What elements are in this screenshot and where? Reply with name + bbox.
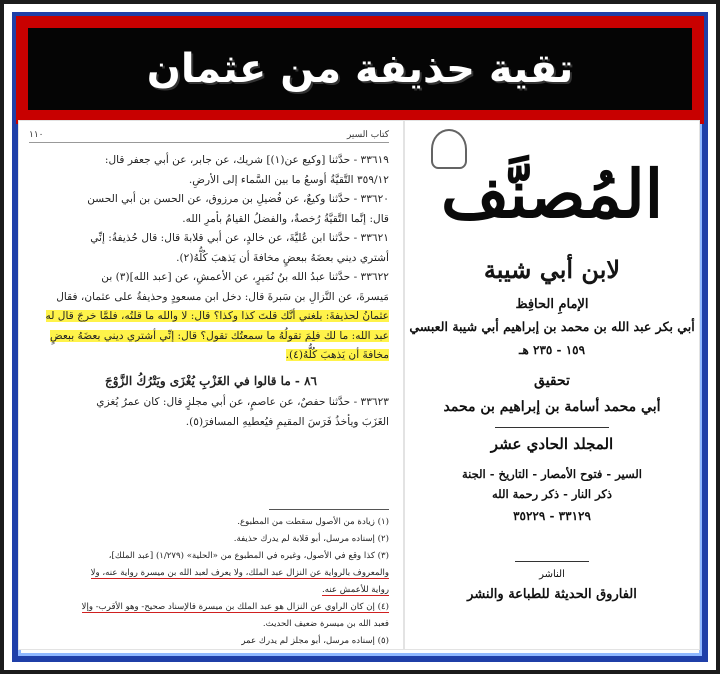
editor-name: أبي محمد أسامة بن إبراهيم بن محمد [443, 399, 661, 415]
hadith-range: ٣٣١٢٩ - ٣٥٢٢٩ [513, 509, 591, 523]
book-cover-page [404, 120, 700, 650]
volume-contents: السير - فتوح الأمصار - التاريخ - الجنة [461, 467, 642, 481]
footnote: (٣) كذا وقع في الأصول، وغيره في المطبوع من «الحلية» (١/٢٧٩) [عبد الملك]، [108, 551, 389, 561]
footnote-separator [269, 509, 389, 510]
page-body [33, 151, 389, 432]
publisher-name: الفاروق الحديثة للطباعة والنشر [467, 587, 637, 602]
footnote: (٥) إسناده مرسل، أبو مجلز لم يدرك عمر [241, 636, 389, 646]
divider [515, 561, 589, 562]
volume-contents: ذكر النار - ذكر رحمة الله [491, 487, 613, 501]
text-line: قال: إنَّما التَّقيَّةُ رُخصةٌ، والفضلُ القيامُ بأمرِ الله. [182, 212, 389, 225]
footnote: فعبد الله بن ميسرة ضعيف الحديث. [262, 619, 389, 629]
highlighted-line: مخافةَ أن يَذهبَ كُلُّهُ(٤). [285, 349, 389, 361]
section-heading: ٨٦ - ما قالوا في الغَزْبِ يُغْزَى ويَتْرُكُ الزَّوْجَ [105, 373, 317, 388]
text-line: ٣٣٦٢٠ - حدَّثنا وكيعٌ، عن فُضيلِ بن مرزوق، عن الحسن بن أبي الحسن [87, 193, 389, 205]
book-author: لابن أبي شيبة [483, 255, 621, 284]
imam-label: الإمامِ الحافِظ [515, 297, 589, 312]
footnotes [33, 509, 389, 650]
footnote: (١) زيادة من الأصول سقطت من المطبوع. [237, 517, 389, 527]
footnote: (٢) إسناده مرسل، أبو قلابة لم يدرك حذيفة. [233, 534, 389, 544]
page-header [29, 127, 389, 143]
book-title: المُصنَّف [440, 155, 664, 233]
highlighted-line: عثمانُ لحذيفةَ: بلغني أنَّك قلتَ كذا وكذا؟ قال: لا والله ما قلتُه، فلمَّا خرجَ قال له [45, 310, 389, 322]
tahqiq-label: تحقيق [534, 373, 570, 389]
text-line: ٣٥٩/١٢ التَّقيَّةُ أوسعُ ما بين السَّماء إلى الأرضِ. [188, 173, 389, 186]
divider [495, 427, 609, 428]
text-line: الغَزَبَ ويأخذُ فَرَسَ المقيمِ فيُعطيهِ المسافرَ(٥). [185, 415, 389, 428]
title-banner [16, 16, 704, 124]
text-line: أشتري ديني بعضَهُ ببعضٍ مخافةَ أن يَذهبَ كُلُّهُ(٢). [176, 251, 389, 264]
author-full-name: أبي بكر عبد الله بن محمد بن إبراهيم أبي شيبة العبسي [409, 319, 695, 334]
text-line: ٣٣٦٢٢ - حدَّثنا عبدُ الله بنُ نُمَيرٍ، عن الأعمشِ، عن [عبد الله](٣) بن [101, 271, 389, 283]
volume-label: المجلد الحادي عشر [490, 435, 614, 453]
footnote: رواية للأعمش عنه. [321, 585, 389, 595]
text-line: ٣٣٦٢١ - حدَّثنا ابن عُليَّةَ، عن خالدٍ، عن أبي قلابةَ قال: قال حُذيفةُ: إنِّي [90, 232, 389, 244]
footnote: (٤) إن كان الراوي عن النزال هو عبد الملك بن ميسرة فالإسناد صحيح- وهو الأقرب- وإلا [81, 602, 389, 612]
banner-title: تقية حذيفة من عثمان [146, 46, 574, 92]
chapter-name: كتاب السير [346, 129, 389, 140]
text-line: مَيسرةَ، عن النَّزالِ بن سَبرةَ قال: دخل ابن مسعودٍ وحذيفةُ على عثمان، فقال [56, 290, 389, 303]
author-dates: ١٥٩ - ٢٣٥ هـ [518, 343, 586, 357]
page-number: ١١٠ [29, 129, 44, 140]
publisher-label: الناشر [539, 569, 565, 580]
scanned-text-page [18, 120, 404, 650]
text-line: ٣٣٦٢٣ - حدَّثنا حفصٌ، عن عاصمٍ، عن أبي مجلزٍ قال: كان عمرُ يُغزي [96, 396, 389, 408]
footnote: والمعروف بالرواية عن النزال عبد الملك، ولا يعرف لعبد الله بن ميسرة رواية عنه، ولا [90, 568, 389, 578]
highlighted-line: عبد الله: ما لك فلِمَ تقولُهُ ما سمعتُك تقول؟ قال: إنِّي أشتري ديني بعضَهُ ببعضٍ [49, 329, 389, 342]
text-line: ٣٣٦١٩ - حدَّثنا [وكيع عن(١)] شريك، عن جابر، عن أبي جعفر قال: [104, 154, 389, 166]
title-banner-inner [28, 28, 692, 110]
